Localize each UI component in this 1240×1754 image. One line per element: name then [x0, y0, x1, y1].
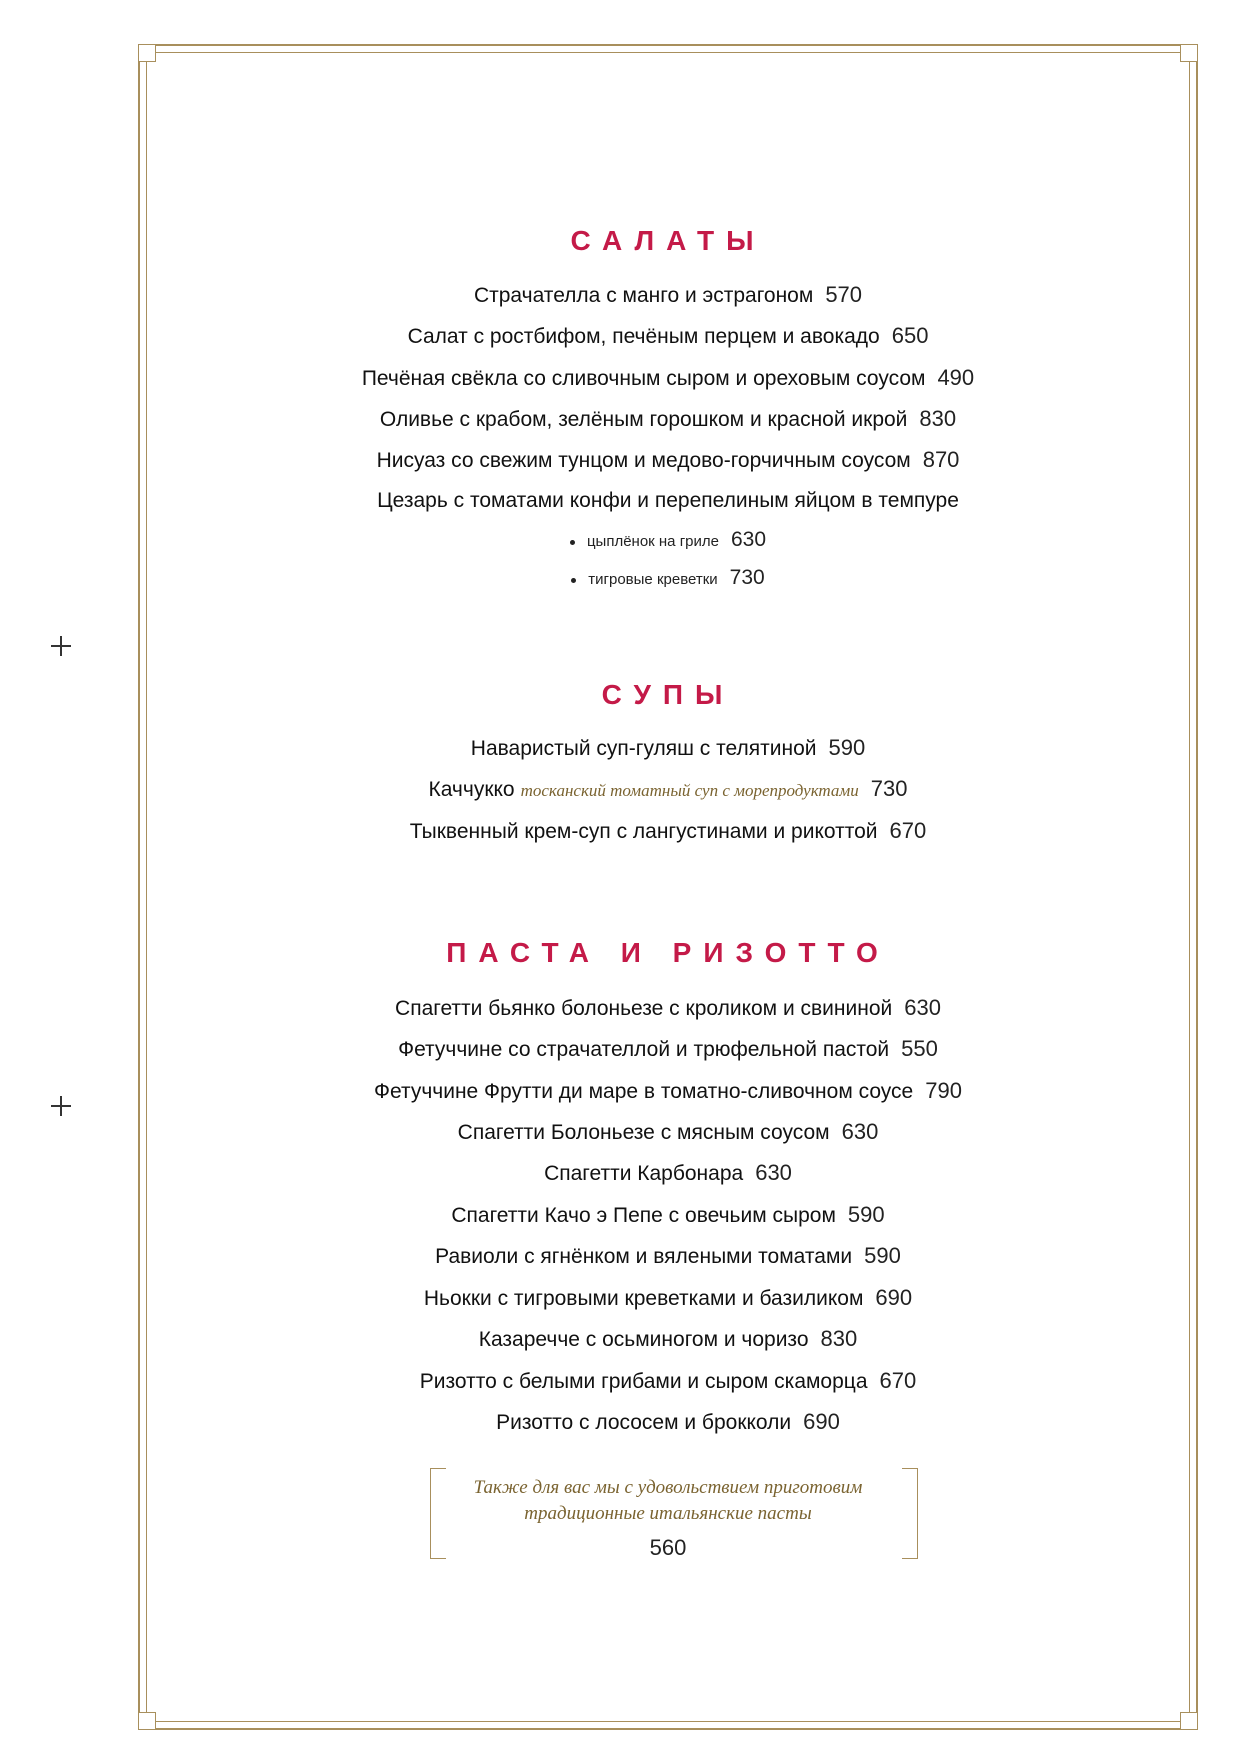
- menu-item: Фетуччине со страчателлой и трюфельной пастой 550: [398, 1036, 938, 1061]
- menu-item: Страчателла с манго и эстрагоном 570: [473, 282, 863, 307]
- section-title-soups: СУПЫ: [601, 679, 735, 710]
- menu-item: Нисуаз со свежим тунцом и медово-горчичным соусом 870: [376, 447, 960, 472]
- crop-mark-icon: [51, 636, 71, 656]
- extra-pasta-note: Также для вас мы с удовольствием приготовим традиционные итальянские пасты: [473, 1477, 863, 1524]
- menu-item: Фетуччине Фрутти ди маре в томатно-сливочном соусе 790: [374, 1078, 962, 1103]
- menu-item: Спагетти Болоньезе с мясным соусом 630: [457, 1119, 879, 1144]
- menu-item: Салат с ростбифом, печёным перцем и авокадо 650: [407, 323, 929, 348]
- menu-item: Равиоли с ягнёнком и вялеными томатами 590: [435, 1243, 901, 1268]
- extra-pasta-bracket: [430, 1468, 918, 1559]
- section-title-salads: САЛАТЫ: [570, 225, 766, 256]
- menu-sub-option: цыплёнок на гриле 630: [146, 528, 1190, 552]
- corner-ornament: [1180, 1712, 1198, 1730]
- menu-item: Ризотто с белыми грибами и сыром скаморца 670: [419, 1368, 917, 1393]
- bracket-right: [902, 1468, 918, 1559]
- corner-ornament: [138, 1712, 156, 1730]
- section-title-pasta: ПАСТА И РИЗОТТО: [446, 937, 890, 968]
- crop-mark-icon: [51, 1096, 71, 1116]
- extra-pasta-price: 560: [649, 1535, 687, 1560]
- menu-item: Ризотто с лососем и брокколи 690: [496, 1409, 840, 1434]
- menu-item: Ньокки с тигровыми креветками и базиликом 690: [423, 1285, 913, 1310]
- menu-item: Оливье с крабом, зелёным горошком и красной икрой 830: [379, 406, 957, 431]
- bullet-icon: [571, 578, 576, 583]
- menu-item: Спагетти Карбонара 630: [544, 1160, 792, 1185]
- corner-ornament: [138, 44, 156, 62]
- menu-item: Спагетти Качо э Пепе с овечьим сыром 590: [451, 1202, 885, 1227]
- menu-item: Казаречче с осьминогом и чоризо 830: [478, 1326, 858, 1351]
- menu-item: Спагетти бьянко болоньезе с кроликом и свининой 630: [395, 995, 941, 1020]
- bullet-icon: [570, 540, 575, 545]
- menu-item: Наваристый суп-гуляш с телятиной 590: [470, 735, 866, 760]
- menu-item: Печёная свёкла со сливочным сыром и ореховым соусом 490: [361, 365, 975, 390]
- bracket-left: [430, 1468, 446, 1559]
- menu-item: Цезарь с томатами конфи и перепелиным яйцом в темпуре: [377, 489, 959, 512]
- menu-sub-option: тигровые креветки 730: [146, 566, 1190, 590]
- menu-item: Тыквенный крем-суп с лангустинами и рикоттой 670: [409, 818, 927, 843]
- menu-item: Каччукко тосканский томатный суп с морепродуктами 730: [428, 776, 908, 801]
- corner-ornament: [1180, 44, 1198, 62]
